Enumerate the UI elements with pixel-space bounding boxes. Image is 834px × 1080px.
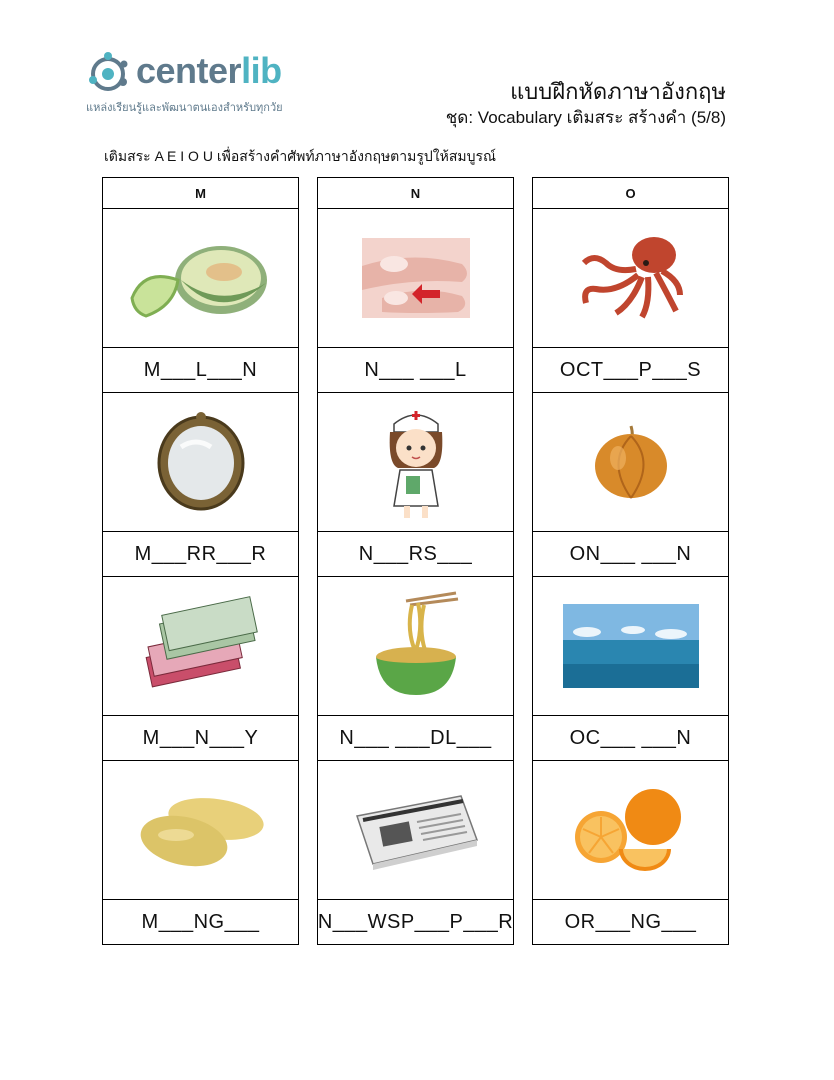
ocean-icon bbox=[563, 604, 699, 688]
picture-cell bbox=[317, 209, 514, 348]
column-m bbox=[102, 177, 299, 945]
column-n bbox=[317, 177, 514, 945]
word-cell: ON___ ___N bbox=[532, 532, 729, 577]
word-cell: OCT___P___S bbox=[532, 348, 729, 393]
picture-cell bbox=[102, 209, 299, 348]
onion-icon bbox=[586, 422, 676, 502]
nurse-icon bbox=[380, 402, 452, 522]
word-cell: OC___ ___N bbox=[532, 716, 729, 761]
nail-icon bbox=[362, 238, 470, 318]
word-cell: N___ ___DL___ bbox=[317, 716, 514, 761]
mango-icon bbox=[136, 785, 266, 875]
octopus-icon bbox=[576, 233, 686, 323]
word-cell: N___RS___ bbox=[317, 532, 514, 577]
picture-cell bbox=[317, 393, 514, 532]
column-header: M bbox=[102, 177, 299, 209]
logo-wordmark: centerlib bbox=[136, 50, 282, 91]
picture-cell bbox=[102, 577, 299, 716]
money-icon bbox=[136, 596, 266, 696]
word-cell: M___RR___R bbox=[102, 532, 299, 577]
picture-cell bbox=[317, 577, 514, 716]
orange-icon bbox=[573, 787, 689, 873]
page-title: แบบฝึกหัดภาษาอังกฤษ bbox=[510, 79, 726, 104]
picture-cell bbox=[532, 209, 729, 348]
logo-tagline: แหล่งเรียนรู้และพัฒนาตนเองสำหรับทุกวัย bbox=[86, 102, 283, 114]
word-cell: N___WSP___P___R bbox=[317, 900, 514, 945]
word-cell: N___ ___L bbox=[317, 348, 514, 393]
word-cell: M___L___N bbox=[102, 348, 299, 393]
picture-cell bbox=[532, 761, 729, 900]
mirror-icon bbox=[151, 407, 251, 517]
word-cell: M___N___Y bbox=[102, 716, 299, 761]
melon-icon bbox=[126, 228, 276, 328]
word-cell: OR___NG___ bbox=[532, 900, 729, 945]
word-cell: M___NG___ bbox=[102, 900, 299, 945]
newspaper-icon bbox=[351, 790, 481, 870]
column-o bbox=[532, 177, 729, 945]
picture-cell bbox=[102, 393, 299, 532]
picture-cell bbox=[102, 761, 299, 900]
column-header: O bbox=[532, 177, 729, 209]
page-subtitle: ชุด: Vocabulary เติมสระ สร้างคำ (5/8) bbox=[445, 108, 726, 127]
logo-molecule-icon bbox=[86, 50, 134, 98]
picture-cell bbox=[532, 393, 729, 532]
centerlib-logo bbox=[86, 50, 326, 120]
noodle-icon bbox=[366, 591, 466, 701]
picture-cell bbox=[532, 577, 729, 716]
picture-cell bbox=[317, 761, 514, 900]
instruction-text: เติมสระ A E I O U เพื่อสร้างคำศัพท์ภาษาอังกฤษตามรูปให้สมบูรณ์ bbox=[104, 148, 496, 164]
column-header: N bbox=[317, 177, 514, 209]
